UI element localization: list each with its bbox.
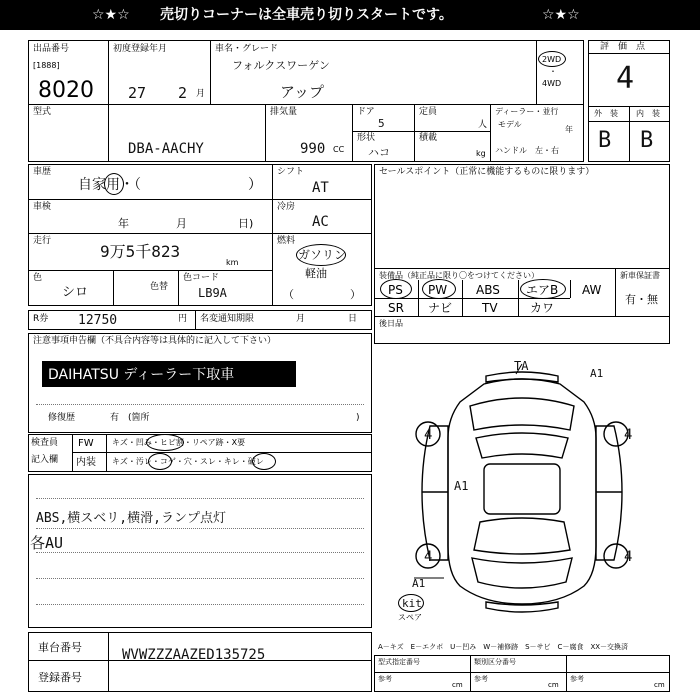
banner-text: 売切りコーナーは全車売り切りスタートです。	[160, 7, 453, 23]
note-line-1: ABS,横スベリ,横滑,ランプ点灯	[36, 511, 226, 526]
fuel-paren-close: ）	[350, 288, 361, 301]
wear-circle	[252, 453, 276, 470]
reg-month: 2	[178, 84, 188, 102]
color-code-label: 色コード	[183, 273, 220, 283]
exterior-grade: B	[598, 128, 612, 153]
inspector-fw-label: FW	[78, 438, 94, 449]
equipment-label: 装備品（純正品に限り〇をつけてください）	[379, 271, 539, 280]
fuel-value: ガソリン	[298, 248, 347, 262]
equip-leather: カワ	[530, 301, 555, 315]
banner-stars-left: ☆★☆	[92, 7, 130, 23]
score-value: 4	[616, 61, 635, 96]
load-unit: kg	[476, 149, 486, 158]
inspection-month-unit: 月	[176, 217, 187, 230]
equip-ps: PS	[388, 283, 403, 297]
inspector-label-2: 記入欄	[31, 455, 59, 465]
history-label: 車歴	[33, 167, 52, 177]
inspector-int-label: 内装	[76, 457, 96, 468]
inspector-fw-items: キズ・凹み・ヒビ割・リペア跡・X要	[112, 438, 246, 447]
shift-value: AT	[312, 180, 329, 196]
drive-4wd: 4WD	[542, 79, 562, 88]
diagram-ta: TA	[514, 359, 529, 373]
spare-label: スペア	[398, 613, 422, 622]
color-label: 色	[33, 273, 43, 283]
shape-label: 形状	[357, 133, 376, 143]
warranty-label: 新車保証書	[620, 271, 660, 280]
interior-label: 内 装	[636, 109, 660, 118]
shift-label: シフト	[277, 167, 305, 177]
equip-tv: TV	[482, 301, 498, 315]
notes-label: 注意事項申告欄（不具合内容等は具体的に記入して下さい）	[33, 336, 277, 346]
load-label: 積載	[419, 133, 438, 143]
model-label: 型式	[33, 107, 52, 117]
inspection-year-unit: 年	[118, 217, 129, 230]
repair-close: )	[356, 413, 360, 423]
shape: ハコ	[368, 146, 390, 159]
equip-ps-circle	[380, 279, 412, 299]
diagram-a1-top: A1	[590, 367, 604, 380]
ac-label: 冷房	[277, 202, 296, 212]
capacity-unit: 人	[478, 120, 488, 130]
r-book-amount: 12750	[78, 313, 118, 328]
disp-unit: CC	[333, 145, 345, 154]
reg-label: 初度登録年月	[113, 44, 168, 54]
score-label: 評 価 点	[600, 42, 646, 52]
equip-airbag-circle	[520, 279, 566, 299]
notice-month: 月	[296, 314, 306, 324]
km-unit: km	[226, 258, 239, 267]
repair-label: 修復歴	[48, 413, 76, 423]
lot-number: 8020	[38, 78, 94, 103]
repair-kit: kit	[402, 597, 422, 610]
lot-label: 出品番号	[33, 44, 70, 54]
drive-dot: ・	[549, 67, 557, 76]
sales-block	[374, 164, 670, 344]
r-book-yen: 円	[178, 314, 188, 324]
ac-value: AC	[312, 214, 329, 230]
ref-2: 参考	[474, 675, 488, 683]
dealer-trade-in-text: DAIHATSU ディーラー下取車	[48, 367, 235, 383]
warranty-value: 有・無	[625, 293, 658, 306]
sales-point-label: セールスポイント（正常に機能するものに限ります）	[379, 167, 595, 177]
equip-pw-circle	[422, 279, 456, 299]
tire-front-left: 4	[424, 427, 433, 443]
capacity-label: 定員	[419, 107, 438, 117]
history-value: 自家用・（	[78, 177, 141, 193]
fuel-circle	[296, 244, 346, 266]
car-name: フォルクスワーゲン	[232, 59, 330, 72]
mileage-label: 走行	[33, 236, 52, 246]
exterior-label: 外 装	[594, 109, 618, 118]
inspection-label: 車検	[33, 202, 52, 212]
displacement: 990	[300, 141, 326, 157]
inspection-day-unit: 日)	[238, 217, 254, 230]
fuel-alt: 軽油	[305, 267, 327, 280]
color-value: シロ	[62, 285, 89, 300]
lot-prefix: [1888]	[33, 61, 60, 70]
grade: アップ	[280, 83, 324, 101]
form-number-label: 型式指定番号	[378, 658, 420, 666]
equip-pw: PW	[428, 283, 448, 297]
chassis-label: 車台番号	[38, 641, 82, 654]
equip-navi: ナビ	[428, 301, 453, 315]
after-label: 後日品	[379, 319, 403, 328]
note-line-2: 各AU	[30, 534, 64, 552]
repair-value: 有 (箇所	[110, 413, 150, 423]
ref-3: 参考	[570, 675, 584, 683]
doors-label: ドア	[357, 107, 375, 117]
private-circle	[104, 173, 124, 195]
diagram-a1-low: A1	[412, 577, 426, 590]
cm-3: cm	[654, 681, 665, 689]
dent-circle	[146, 434, 184, 451]
inspector-int-items: キズ・汚レ・コゲ・穴・スレ・キレ・破レ	[112, 457, 264, 466]
doors: 5	[378, 117, 385, 130]
repair-kit-circle	[398, 594, 424, 612]
interior-grade: B	[640, 128, 654, 153]
model-year-unit: 年	[565, 125, 573, 134]
handle-label: ハンドル 左・右	[495, 146, 559, 155]
disp-label: 排気量	[270, 107, 298, 117]
model-year-label: モデル	[498, 120, 522, 129]
fuel-paren-open: （	[283, 288, 294, 301]
cm-2: cm	[548, 681, 559, 689]
color-change-label: 色替	[150, 282, 169, 292]
registration-label: 登録番号	[38, 671, 82, 684]
history-close: ）	[248, 177, 262, 193]
reg-month-unit: 月	[196, 89, 206, 99]
banner	[0, 0, 700, 30]
model-code: DBA-AACHY	[128, 141, 204, 157]
drive-circle	[538, 51, 566, 67]
tire-rear-left: 4	[424, 549, 433, 565]
reg-year: 27	[128, 84, 147, 102]
color-code: LB9A	[198, 286, 227, 300]
mileage-value: 9万5千823	[100, 242, 181, 261]
class-number-label: 類別区分番号	[474, 658, 516, 666]
notice-day: 日	[348, 314, 358, 324]
name-label: 車名・グレード	[215, 44, 279, 54]
banner-stars-right: ☆★☆	[542, 7, 580, 23]
tire-front-right: 4	[624, 427, 633, 443]
dealer-label: ディーラー・並行	[495, 107, 559, 116]
drive-2wd: 2WD	[542, 55, 562, 64]
dealer-trade-in-banner	[42, 361, 296, 387]
notice-label: 名変通知期限	[200, 314, 255, 324]
diagram-a1-left: A1	[454, 479, 469, 493]
equip-sr: SR	[388, 301, 404, 315]
damage-legend: A－キズ E－エクボ U－凹み W－補修跡 S－サビ C－腐食 XX－交換済	[378, 643, 629, 651]
fuel-label: 燃料	[277, 236, 296, 246]
tire-rear-right: 4	[624, 549, 633, 565]
inspector-label-1: 検査員	[31, 438, 59, 448]
r-book-label: R券	[33, 314, 49, 324]
ref-1: 参考	[378, 675, 392, 683]
cm-1: cm	[452, 681, 463, 689]
equip-airbag: エアB	[526, 283, 559, 297]
dirt-circle	[148, 453, 172, 470]
equip-aw: AW	[582, 283, 602, 297]
chassis-value: WVWZZZAAZED135725	[122, 647, 266, 663]
equip-abs: ABS	[476, 283, 500, 297]
